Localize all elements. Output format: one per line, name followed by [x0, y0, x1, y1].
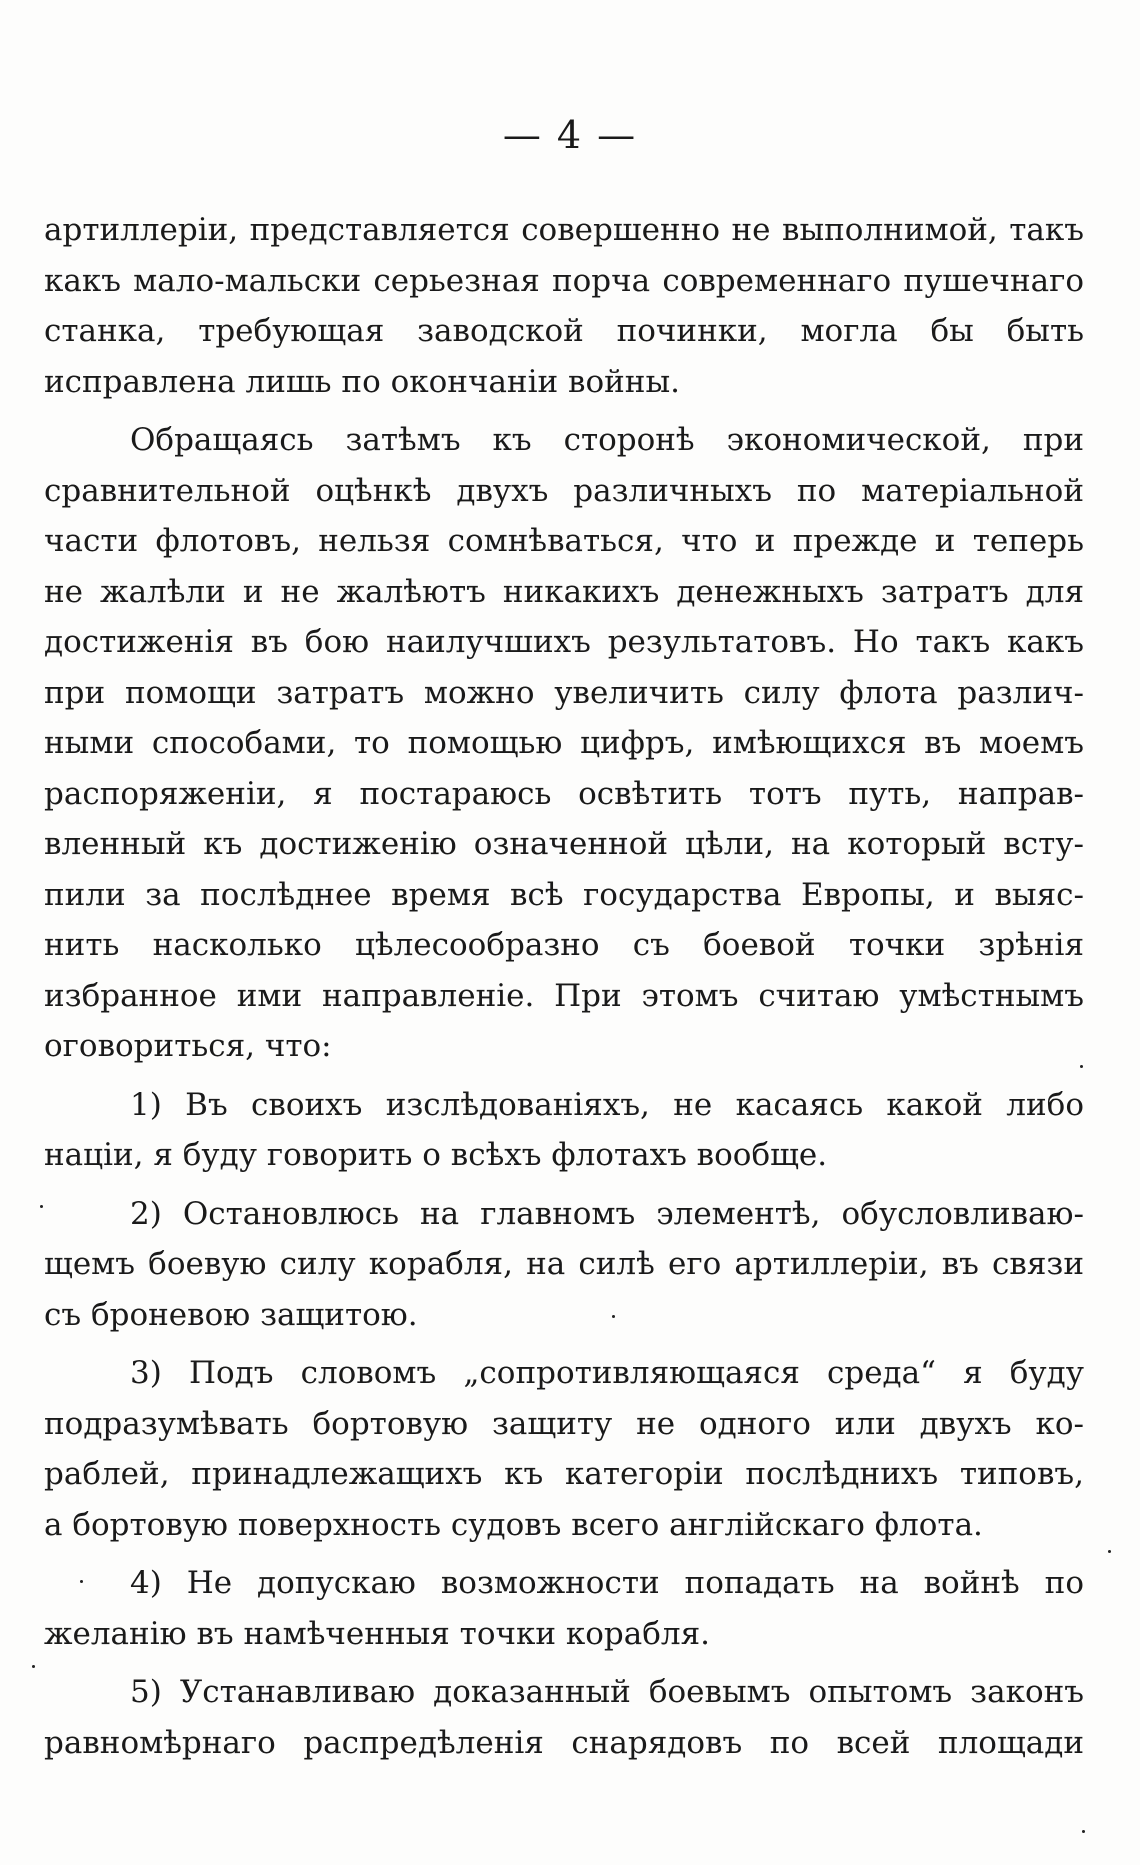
text-line: какъ мало-мальски серьезная порча современнаго пушечнаго [44, 262, 1084, 299]
list-item [44, 1667, 1084, 1768]
item-text: Не допускаю возможности попадать на войнѣ по [186, 1565, 1084, 1601]
text-line: а бортовую поверхность судовъ всего англійскаго флота. [44, 1506, 983, 1543]
text-line: раблей, принадлежащихъ къ категоріи послѣднихъ типовъ, [44, 1456, 1084, 1492]
scan-speck [32, 1665, 35, 1668]
scan-speck [1082, 1830, 1085, 1833]
text-line: исправлена лишь по окончаніи войны. [44, 363, 680, 400]
text-line: желанію въ намѣченныя точки корабля. [44, 1615, 711, 1652]
item-number: 3) [130, 1355, 162, 1391]
text-line: Обращаясь затѣмъ къ сторонѣ экономической, при [130, 422, 1084, 458]
text-line: ными способами, то помощью цифръ, имѣющихся въ моемъ [44, 725, 1084, 761]
text-line: оговориться, что: [44, 1028, 332, 1064]
text-line: не жалѣли и не жалѣютъ никакихъ денежныхъ затратъ для [44, 573, 1084, 610]
text-line [44, 1667, 1084, 1718]
list-item [44, 1189, 1084, 1341]
item-text: Остановлюсь на главномъ элементѣ, обусловливаю- [182, 1195, 1084, 1232]
item-number: 1) [130, 1086, 162, 1123]
paragraph-1 [44, 205, 1084, 407]
item-number: 4) [130, 1565, 162, 1601]
text-line: при помощи затратъ можно увеличить силу флота различ- [44, 674, 1084, 711]
paragraph-2 [44, 415, 1084, 1072]
text-line: щемъ боевую силу корабля, на силѣ его артиллеріи, въ связи [44, 1246, 1084, 1282]
item-text: Устанавливаю доказанный боевымъ опытомъ законъ [179, 1674, 1084, 1710]
text-line: съ броневою защитою. [44, 1296, 418, 1333]
text-line [44, 1348, 1084, 1399]
body-text [44, 205, 1084, 1776]
text-line: равномѣрнаго распредѣленія снарядовъ по всей площади [44, 1724, 1084, 1761]
text-line: станка, требующая заводской починки, могла бы быть [44, 313, 1084, 349]
text-line: пили за послѣднее время всѣ государства Европы, и выяс- [44, 876, 1084, 913]
text-line: распоряженіи, я постараюсь освѣтить тотъ путь, направ- [44, 775, 1084, 812]
list-item [44, 1558, 1084, 1659]
page-number: — 4 — [502, 113, 638, 157]
scan-speck [1080, 1065, 1083, 1068]
text-line: подразумѣвать бортовую защиту не одного или двухъ ко- [44, 1405, 1084, 1442]
item-text: Подъ словомъ „сопротивляющаяся среда“ я буду [188, 1355, 1084, 1391]
text-line [44, 1558, 1084, 1609]
item-text: Въ своихъ изслѣдованіяхъ, не касаясь какой либо [185, 1086, 1084, 1123]
text-line: вленный къ достиженію означенной цѣли, на который всту- [44, 826, 1084, 862]
list-item [44, 1080, 1084, 1181]
numbered-list [44, 1080, 1084, 1769]
scan-speck [612, 1315, 615, 1318]
text-line: артиллеріи, представляется совершенно не выполнимой, такъ [44, 212, 1084, 248]
item-number: 5) [130, 1674, 162, 1710]
text-line: избранное ими направленіе. При этомъ считаю умѣстнымъ [44, 977, 1084, 1014]
item-number: 2) [130, 1195, 162, 1232]
text-line: части флотовъ, нельзя сомнѣваться, что и прежде и теперь [44, 523, 1084, 559]
scan-speck [80, 1580, 83, 1583]
text-line [44, 1189, 1084, 1240]
scan-speck [1108, 1550, 1111, 1553]
text-line: націи, я буду говорить о всѣхъ флотахъ вообще. [44, 1137, 828, 1173]
text-line [44, 1080, 1084, 1131]
scan-speck [40, 1205, 43, 1208]
list-item [44, 1348, 1084, 1550]
text-line: нить насколько цѣлесообразно съ боевой точки зрѣнія [44, 927, 1084, 963]
text-line: достиженія въ бою наилучшихъ результатовъ. Но такъ какъ [44, 624, 1084, 660]
text-line: сравнительной оцѣнкѣ двухъ различныхъ по матеріальной [44, 472, 1084, 509]
